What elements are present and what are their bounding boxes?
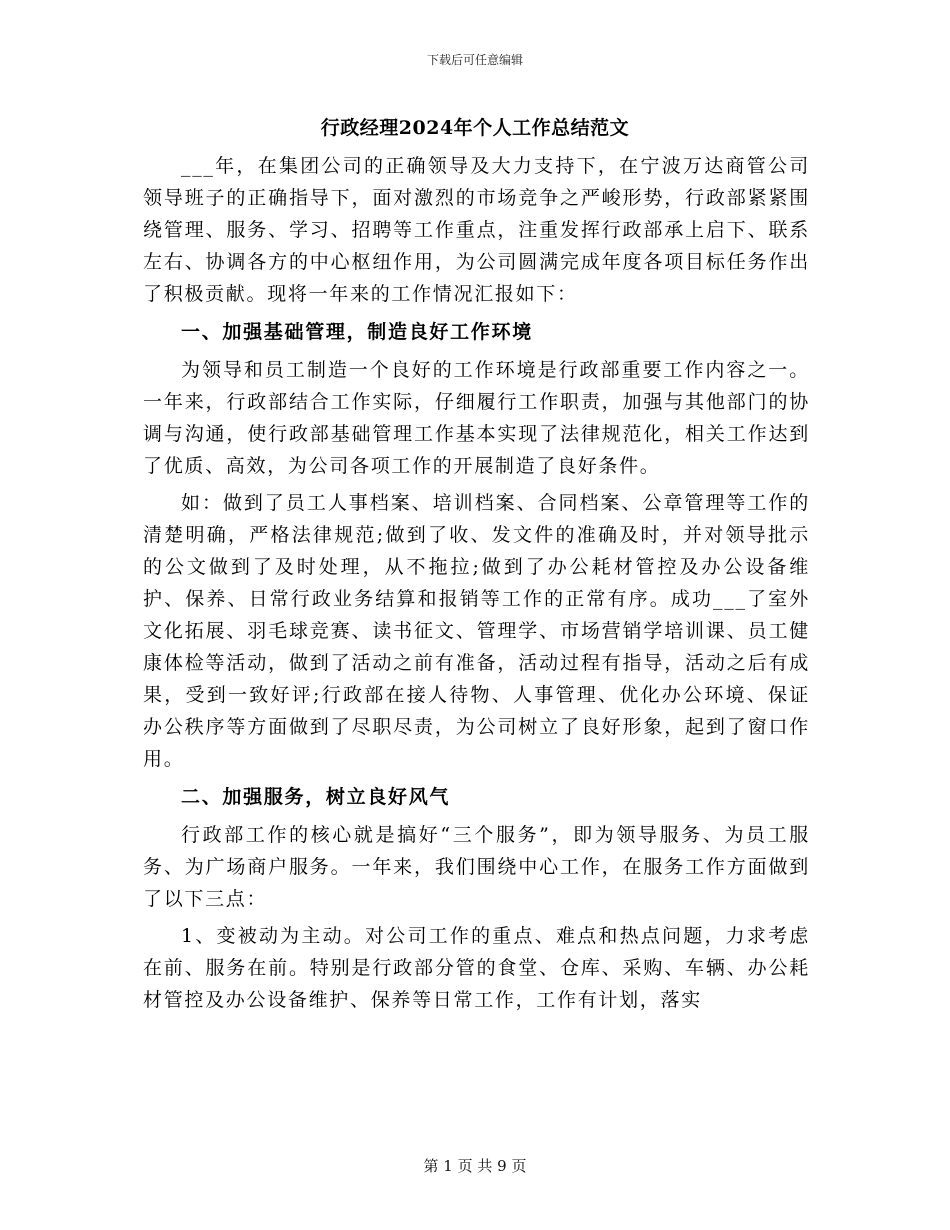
document-body — [143, 150, 810, 1016]
page-number: 第 1 页 共 9 页 — [423, 1157, 527, 1175]
section-1-paragraph-2: 如：做到了员工人事档案、培训档案、合同档案、公章管理等工作的清楚明确，严格法律规范;做到了收、发文件的准确及时，并对领导批示的公文做到了及时处理，从不拖拉;做到了办公耗材管控及办公设备维护、保养、日常行政业务结算和报销等工作的正常有序。成功___了室外文化拓展、羽毛球竞赛、读书征文、管理学、市场营销学培训课、员工健康体检等活动，做到了活动之前有准备，活动过程有指导，活动之后有成果，受到一致好评;行政部在接人待物、人事管理、优化办公环境、保证办公秩序等方面做到了尽职尽责，为公司树立了良好形象，起到了窗口作用。 — [143, 492, 810, 770]
intro-paragraph: ___年，在集团公司的正确领导及大力支持下，在宁波万达商管公司领导班子的正确指导下，面对激烈的市场竞争之严峻形势，行政部紧紧围绕管理、服务、学习、招聘等工作重点，注重发挥行政部承上启下、联系左右、协调各方的中心枢纽作用，为公司圆满完成年度各项目标任务作出了积极贡献。现将一年来的工作情况汇报如下： — [143, 155, 810, 305]
section-heading-2: 二、加强服务，树立良好风气 — [181, 786, 451, 808]
document-title: 行政经理2024年个人工作总结范文 — [320, 117, 630, 139]
download-note: 下载后可任意编辑 — [426, 53, 523, 67]
section-2-paragraph-1: 行政部工作的核心就是搞好“三个服务”，即为领导服务、为员工服务、为广场商户服务。一年来，我们围绕中心工作，在服务工作方面做到了以下三点： — [143, 824, 810, 910]
section-heading-1: 一、加强基础管理，制造良好工作环境 — [181, 321, 533, 343]
section-2-item-1: 1、变被动为主动。对公司工作的重点、难点和热点问题，力求考虑在前、服务在前。特别是行政部分管的食堂、仓库、采购、车辆、办公耗材管控及办公设备维护、保养等日常工作，工作有计划，落实 — [143, 925, 810, 1011]
section-1-paragraph-1: 为领导和员工制造一个良好的工作环境是行政部重要工作内容之一。一年来，行政部结合工作实际，仔细履行工作职责，加强与其他部门的协调与沟通，使行政部基础管理工作基本实现了法律规范化，相关工作达到了优质、高效，为公司各项工作的开展制造了良好条件。 — [143, 359, 810, 477]
